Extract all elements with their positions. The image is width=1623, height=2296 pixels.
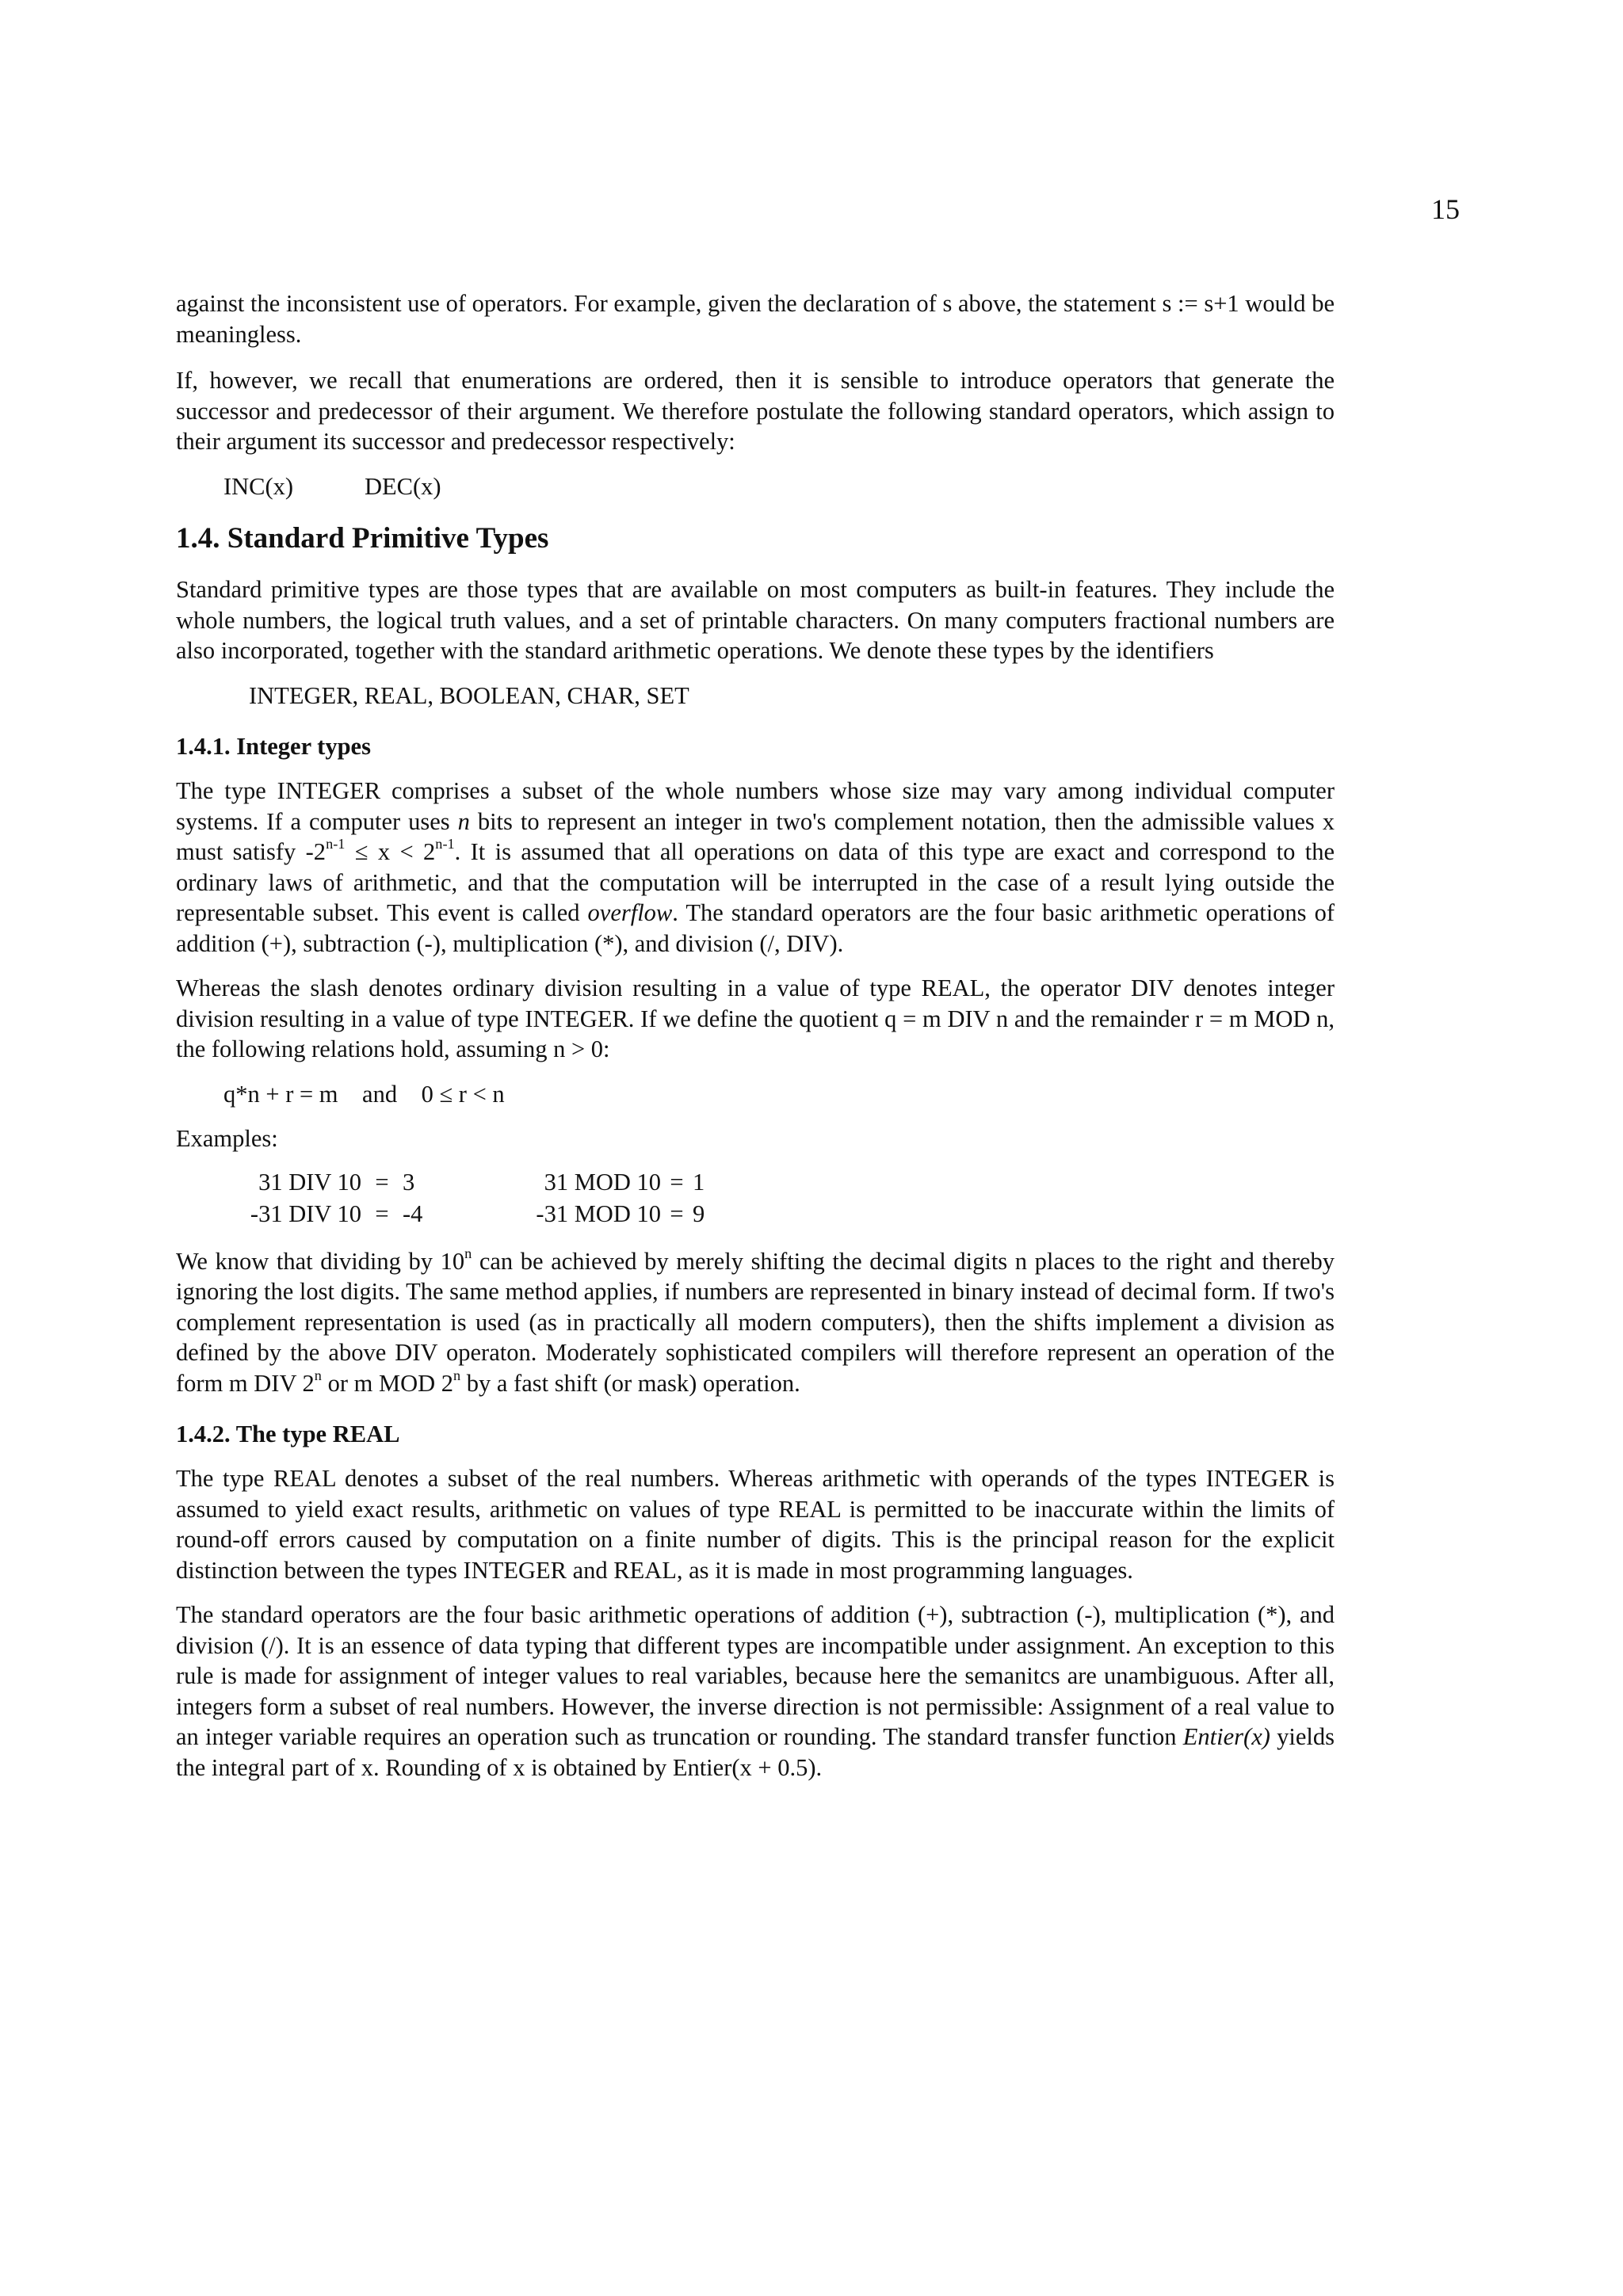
page-content bbox=[176, 288, 1335, 1797]
table-row: 31 DIV 10 = 3 31 MOD 10 = 1 bbox=[258, 1168, 705, 1196]
operator-list bbox=[176, 471, 1335, 502]
type-identifier-list: INTEGER, REAL, BOOLEAN, CHAR, SET bbox=[249, 681, 689, 709]
paragraph-integer-type: The type INTEGER comprises a subset of the whole numbers whose size may vary among individual computer systems. If a computer uses n bits to represent an integer in two's complement notation, then the admissible values x must satisfy $-2^{n-1} \le x < 2^{n-1}$. It is assumed that all operations on data of this type are exact and correspond to the ordinary laws of arithmetic, and that the computation will be interrupted in the case of a result lying outside the representable subset. This event is called overflow. The standard operators are the four basic arithmetic operations of addition (+), subtraction (-), multiplication (*), and division (/, DIV). bbox=[176, 777, 1335, 957]
div-mod-relation: q*n + r = m and 0 ≤ r < n bbox=[223, 1080, 505, 1108]
subsection-title-integer: 1.4.1. Integer types bbox=[176, 733, 371, 760]
paragraph-div-mod: Whereas the slash denotes ordinary division resulting in a value of type REAL, the operator DIV denotes integer division resulting in a value of type INTEGER. If we define the quotient q = m DIV n and the remainder r = m MOD n, the following relations hold, assuming n > 0: bbox=[176, 974, 1335, 1062]
paragraph-operators-misuse: against the inconsistent use of operators. For example, given the declaration of s above, the statement s := s+1 would be meaningless. bbox=[176, 290, 1335, 348]
n-variable: n bbox=[457, 807, 470, 835]
dec-operator: DEC(x) bbox=[365, 472, 441, 500]
subsection-title-real: 1.4.2. The type REAL bbox=[176, 1421, 400, 1447]
examples-table bbox=[222, 1167, 705, 1230]
overflow-term: overflow bbox=[587, 899, 673, 926]
page-number: 15 bbox=[1431, 193, 1460, 225]
paragraph-real-type: The type REAL denotes a subset of the real numbers. Whereas arithmetic with operands of the types INTEGER is assumed to yield exact results, arithmetic on values of type REAL is permitted to be inaccurate within the limits of round-off errors caused by computation on a finite number of digits. This is the principal reason for the explicit distinction between the types INTEGER and REAL, as it is made in most programming languages. bbox=[176, 1465, 1335, 1584]
table-row: -31 DIV 10 = -4 -31 MOD 10 = 9 bbox=[250, 1199, 705, 1227]
paragraph-primitive-types: Standard primitive types are those types that are available on most computers as built-in features. They include the whole numbers, the logical truth values, and a set of printable characters. On many computers fractional numbers are also incorporated, together with the standard arithmetic operations. We denote these types by the identifiers bbox=[176, 576, 1335, 664]
paragraph-real-operators: The standard operators are the four basic arithmetic operations of addition (+), subtraction (-), multiplication (*), and division (/). It is an essence of data typing that different types are incompatible under assignment. An exception to this rule is made for assignment of integer values to real variables, because here the semanitcs are unambiguous. After all, integers form a subset of real numbers. However, the inverse direction is not permissible: Assignment of a real value to an integer variable requires an operation such as truncation or rounding. The standard transfer function Entier(x) yields the integral part of x. Rounding of x is obtained by Entier(x + 0.5). bbox=[176, 1601, 1335, 1781]
paragraph-enumerations: If, however, we recall that enumerations are ordered, then it is sensible to introduce operators that generate the successor and predecessor of their argument. We therefore postulate the following standard operators, which assign to their argument its successor and predecessor respectively: bbox=[176, 367, 1335, 455]
entier-function: Entier(x) bbox=[1182, 1723, 1270, 1750]
examples-label: Examples: bbox=[176, 1125, 278, 1152]
inc-operator: INC(x) bbox=[223, 472, 294, 500]
paragraph-shift-division: We know that dividing by 10$^n$ can be achieved by merely shifting the decimal digits n places to the right and thereby ignoring the lost digits. The same method applies, if numbers are represented in binary instead of decimal form. If two's complement representation is used (as in practically all modern computers), then the shifts implement a division as defined by the above DIV operaton. Moderately sophisticated compilers will therefore represent an operation of the form m DIV 2$^n$ or m MOD 2$^n$ by a fast shift (or mask) operation. bbox=[176, 1245, 1335, 1397]
section-title: 1.4. Standard Primitive Types bbox=[176, 522, 549, 555]
